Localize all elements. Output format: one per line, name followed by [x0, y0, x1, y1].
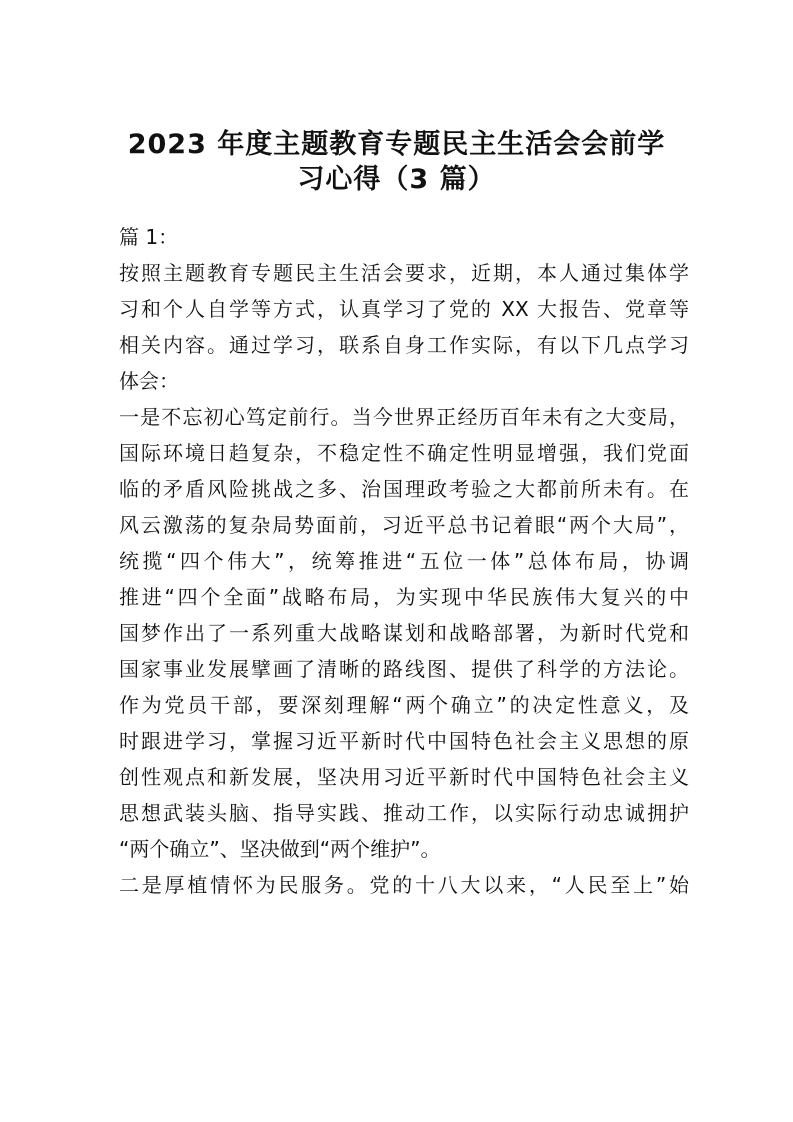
document-title-line-1: 2023 年度主题教育专题民主生活会会前学: [127, 129, 666, 160]
body-line: 时跟进学习，掌握习近平新时代中国特色社会主义思想的原: [119, 729, 689, 753]
document-title-line-2: 习心得（3 篇）: [297, 164, 496, 195]
body-line: 统揽“四个伟大”，统筹推进“五位一体”总体布局，协调: [119, 549, 689, 573]
body-line: 推进“四个全面”战略布局，为实现中华民族伟大复兴的中: [119, 585, 689, 609]
body-line: 思想武装头脑、指导实践、推动工作，以实际行动忠诚拥护: [119, 801, 689, 825]
body-line: 一是不忘初心笃定前行。当今世界正经历百年未有之大变局，: [119, 405, 689, 429]
body-line: 相关内容。通过学习，联系自身工作实际，有以下几点学习: [119, 333, 689, 357]
section-heading: 篇 1：: [119, 225, 179, 249]
body-line: 二是厚植情怀为民服务。党的十八大以来，“人民至上”始: [119, 873, 689, 897]
body-line: “两个确立”、坚决做到“两个维护”。: [119, 837, 441, 861]
body-line: 按照主题教育专题民主生活会要求，近期，本人通过集体学: [119, 261, 689, 285]
body-line: 体会：: [119, 369, 179, 393]
body-line: 创性观点和新发展，坚决用习近平新时代中国特色社会主义: [119, 765, 689, 789]
body-line: 临的矛盾风险挑战之多、治国理政考验之大都前所未有。在: [119, 477, 689, 501]
body-line: 国家事业发展擘画了清晰的路线图、提供了科学的方法论。: [119, 657, 689, 681]
body-line: 国梦作出了一系列重大战略谋划和战略部署，为新时代党和: [119, 621, 689, 645]
body-line: 作为党员干部，要深刻理解“两个确立”的决定性意义，及: [119, 693, 689, 717]
body-line: 习和个人自学等方式，认真学习了党的 XX 大报告、党章等: [119, 297, 689, 321]
body-line: 国际环境日趋复杂，不稳定性不确定性明显增强，我们党面: [119, 441, 689, 465]
body-line: 风云激荡的复杂局势面前，习近平总书记着眼“两个大局”，: [119, 513, 689, 537]
